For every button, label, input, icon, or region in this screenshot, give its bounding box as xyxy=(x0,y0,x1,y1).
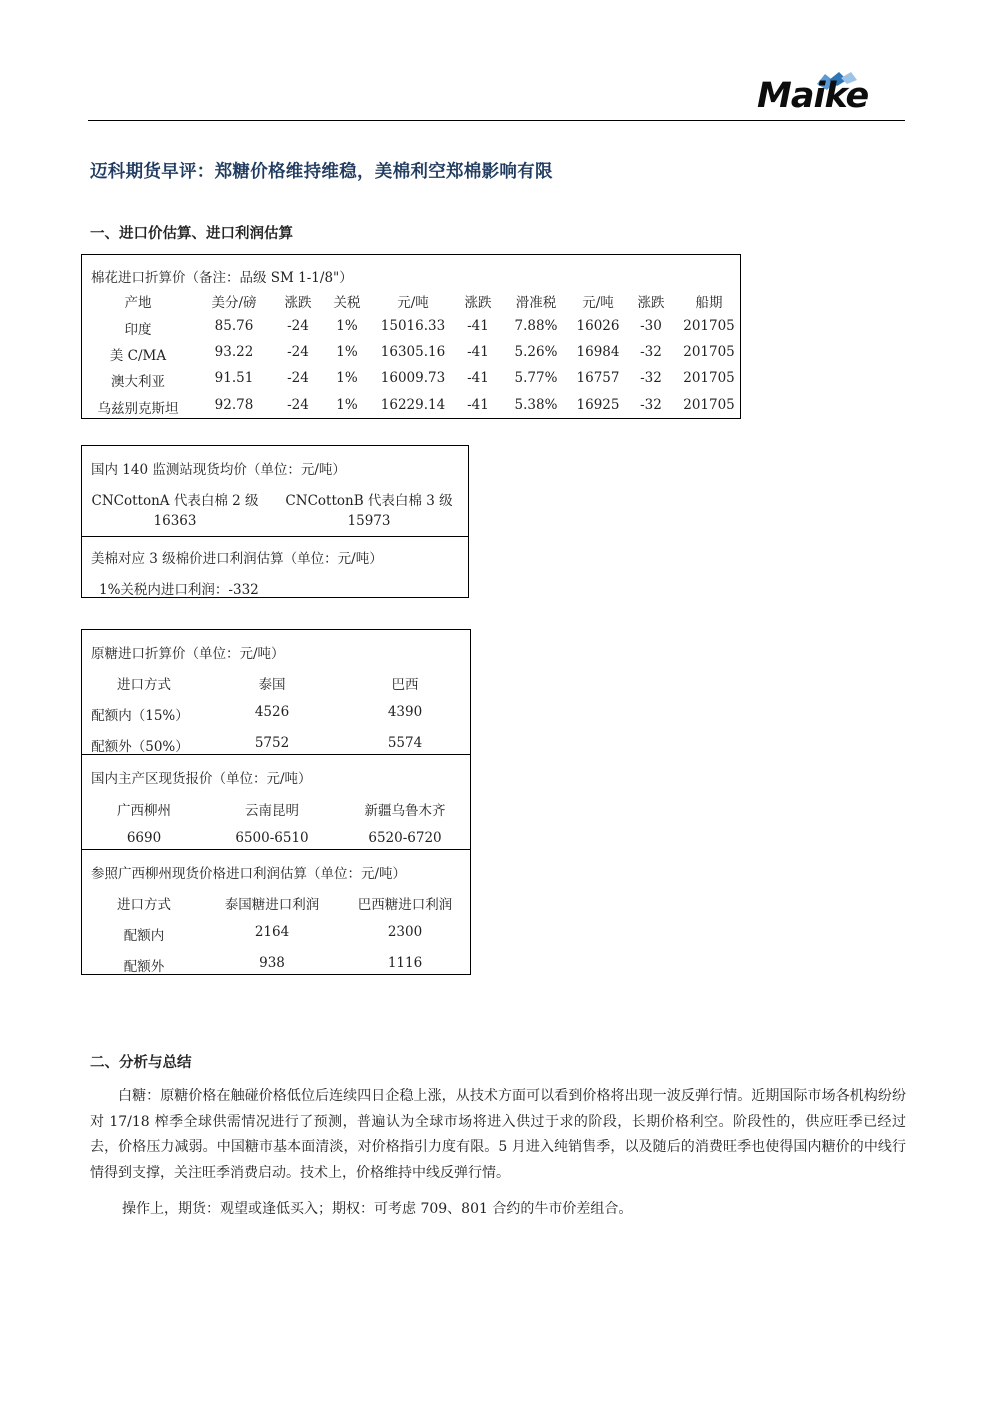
cotton-domestic-table xyxy=(81,445,469,598)
table-cell: -24 xyxy=(287,397,309,413)
col-header: 泰国 xyxy=(258,677,286,693)
col-header: 进口方式 xyxy=(117,897,171,913)
col-header: 云南昆明 xyxy=(245,803,299,819)
table-cell: 5.38% xyxy=(514,397,558,413)
table-cell: 16984 xyxy=(576,344,620,360)
table-cell: -41 xyxy=(467,344,489,360)
table-cell: 配额外 xyxy=(123,959,165,975)
table-cell: 938 xyxy=(259,955,285,971)
sugar-profit-caption: 参照广西柳州现货价格进口利润估算（单位：元/吨） xyxy=(91,866,407,882)
table-cell: 澳大利亚 xyxy=(111,374,165,390)
table-cell: -24 xyxy=(287,318,309,334)
divider xyxy=(82,754,470,755)
cncotton-b-label: CNCottonB 代表白棉 3 级 xyxy=(285,493,453,509)
table-cell: -32 xyxy=(640,370,662,386)
col-header: 广西柳州 xyxy=(117,803,171,819)
table-cell: 16229.14 xyxy=(380,397,446,413)
table-cell: 1116 xyxy=(387,955,423,971)
table-cell: 1% xyxy=(336,397,358,413)
table-cell: 2164 xyxy=(254,924,290,940)
table-cell: 1% xyxy=(336,318,358,334)
table-cell: 201705 xyxy=(683,318,735,334)
table-cell: -30 xyxy=(640,318,662,334)
maike-logo xyxy=(755,70,895,120)
table-cell: 15016.33 xyxy=(380,318,446,334)
page-title: 迈科期货早评：郑糖价格维持维稳，美棉利空郑棉影响有限 xyxy=(90,162,553,182)
table-cell: 16757 xyxy=(576,370,620,386)
col-header: 涨跌 xyxy=(284,295,312,311)
col-header: 进口方式 xyxy=(117,677,171,693)
table-cell: 85.76 xyxy=(214,318,254,334)
cncotton-a-value: 16363 xyxy=(153,513,197,529)
cotton-profit-caption: 美棉对应 3 级棉价进口利润估算（单位：元/吨） xyxy=(91,551,383,567)
header-rule xyxy=(88,120,905,121)
col-header: 关税 xyxy=(333,295,361,311)
table-cell: -32 xyxy=(640,344,662,360)
table-cell: 7.88% xyxy=(514,318,558,334)
table-cell: 4526 xyxy=(254,704,290,720)
col-header: 船期 xyxy=(695,295,723,311)
col-header: 涨跌 xyxy=(464,295,492,311)
table-cell: 201705 xyxy=(683,344,735,360)
table-cell: 93.22 xyxy=(214,344,254,360)
table-cell: 16026 xyxy=(576,318,620,334)
col-header: 元/吨 xyxy=(397,295,429,311)
table-cell: 92.78 xyxy=(214,397,254,413)
table-cell: -41 xyxy=(467,397,489,413)
table-cell: 4390 xyxy=(387,704,423,720)
table-cell: 1% xyxy=(336,344,358,360)
table-cell: 配额外（50%） xyxy=(91,739,189,755)
col-header: 巴西 xyxy=(391,677,419,693)
table-cell: 6690 xyxy=(126,830,162,846)
table-cell: -41 xyxy=(467,370,489,386)
table-cell: 5.26% xyxy=(514,344,558,360)
col-header: 泰国糖进口利润 xyxy=(224,897,320,913)
table-cell: 印度 xyxy=(124,322,152,338)
table-cell: -24 xyxy=(287,370,309,386)
col-header: 滑准税 xyxy=(515,295,557,311)
table-cell: 16305.16 xyxy=(380,344,446,360)
cotton-import-caption: 棉花进口折算价（备注：品级 SM 1-1/8"） xyxy=(91,270,353,286)
table-cell: -41 xyxy=(467,318,489,334)
analysis-paragraph: 白糖：原糖价格在触碰价格低位后连续四日企稳上涨，从技术方面可以看到价格将出现一波反弹行情。近期国际市场各机构纷纷对 17/18 榨季全球供需情况进行了预测，普遍认为全球市场将进入供过于求的阶段，长期价格利空。阶段性的，供应旺季已经过去，价格压力减弱。中国糖市基本面清淡，对价格指引力度有限。5 月进入纯销售季，以及随后的消费旺季也使得国内糖价的中线行情得到支撑，关注旺季消费启动。技术上，价格维持中线反弹行情。 xyxy=(90,1088,906,1182)
col-header: 涨跌 xyxy=(637,295,665,311)
table-cell: 91.51 xyxy=(214,370,254,386)
table-cell: 201705 xyxy=(683,370,735,386)
table-cell: 5752 xyxy=(254,735,290,751)
divider xyxy=(82,536,468,537)
table-cell: 6500-6510 xyxy=(235,830,309,846)
cotton-domestic-caption: 国内 140 监测站现货均价（单位：元/吨） xyxy=(91,462,346,478)
sugar-table xyxy=(81,629,471,975)
cncotton-a-label: CNCottonA 代表白棉 2 级 xyxy=(91,493,259,509)
table-cell: 16925 xyxy=(576,397,620,413)
table-cell: 乌兹别克斯坦 xyxy=(97,401,179,417)
table-cell: 5.77% xyxy=(514,370,558,386)
table-cell: 配额内 xyxy=(123,928,165,944)
table-cell: -32 xyxy=(640,397,662,413)
table-cell: 16009.73 xyxy=(380,370,446,386)
logo-text: Maike xyxy=(757,76,869,116)
col-header: 元/吨 xyxy=(582,295,614,311)
table-cell: -24 xyxy=(287,344,309,360)
sugar-spot-caption: 国内主产区现货报价（单位：元/吨） xyxy=(91,771,312,787)
cotton-profit-text: 1%关税内进口利润：-332 xyxy=(99,582,259,598)
operation-paragraph: 操作上，期货：观望或逢低买入；期权：可考虑 709、801 合约的牛市价差组合。 xyxy=(122,1201,633,1217)
divider xyxy=(82,849,470,850)
col-header: 新疆乌鲁木齐 xyxy=(364,803,446,819)
sugar-import-caption: 原糖进口折算价（单位：元/吨） xyxy=(91,646,285,662)
cotton-import-table xyxy=(81,254,741,419)
col-header: 产地 xyxy=(124,295,152,311)
table-cell: 2300 xyxy=(387,924,423,940)
table-cell: 配额内（15%） xyxy=(91,708,189,724)
cncotton-b-value: 15973 xyxy=(347,513,391,529)
table-cell: 6520-6720 xyxy=(368,830,442,846)
col-header: 美分/磅 xyxy=(211,295,257,311)
table-cell: 美 C/MA xyxy=(109,348,167,364)
table-cell: 1% xyxy=(336,370,358,386)
table-cell: 5574 xyxy=(387,735,423,751)
section-heading-2: 二、分析与总结 xyxy=(90,1055,192,1071)
section-heading-1: 一、进口价估算、进口利润估算 xyxy=(90,226,293,242)
table-cell: 201705 xyxy=(683,397,735,413)
col-header: 巴西糖进口利润 xyxy=(357,897,453,913)
